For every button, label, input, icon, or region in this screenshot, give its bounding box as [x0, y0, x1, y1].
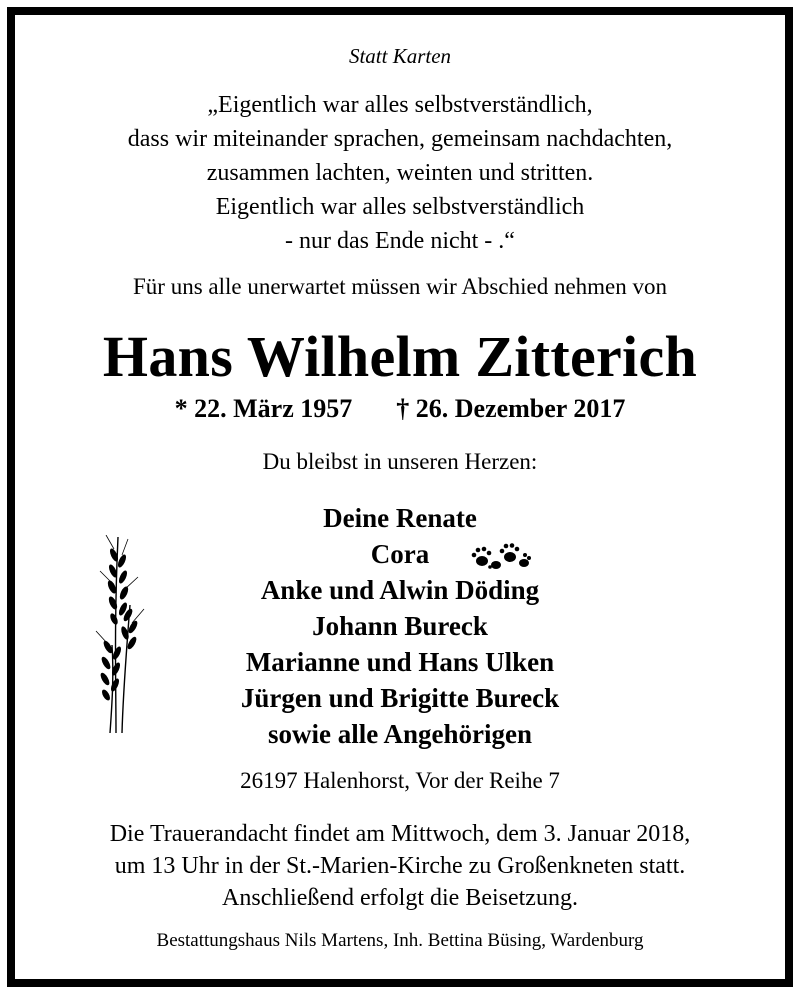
quote-line: - nur das Ende nicht - .“: [285, 228, 515, 254]
service-line: um 13 Uhr in der St.-Marien-Kirche zu Großenkneten statt.: [114, 853, 686, 879]
deceased-name: Hans Wilhelm Zitterich: [102, 324, 698, 389]
service-line: Anschließend erfolgt die Beisetzung.: [222, 885, 578, 911]
service-info: [0, 818, 800, 914]
death-date: † 26. Dezember 2017: [396, 394, 626, 423]
mourner: Marianne und Hans Ulken: [245, 647, 555, 677]
quote-line: dass wir miteinander sprachen, gemeinsam nachdachten,: [127, 126, 673, 152]
remembrance-text: Du bleibst in unseren Herzen:: [262, 449, 538, 474]
lead-text: Für uns alle unerwartet müssen wir Abschied nehmen von: [133, 274, 667, 299]
quote: [0, 88, 800, 258]
birth-date: * 22. März 1957: [174, 394, 353, 423]
wheat-icon: [92, 535, 148, 735]
mourner: Jürgen und Brigitte Bureck: [240, 683, 560, 713]
funeral-home: Bestattungshaus Nils Martens, Inh. Bettina Büsing, Wardenburg: [156, 930, 644, 951]
mourners-list: [200, 500, 600, 752]
mourner: Johann Bureck: [312, 611, 488, 641]
intro-text: Statt Karten: [348, 44, 452, 68]
mourner: Cora: [370, 539, 430, 569]
quote-line: zusammen lachten, weinten und stritten.: [206, 160, 594, 186]
paw-prints-icon: [470, 543, 532, 571]
life-dates: [0, 394, 800, 424]
address: 26197 Halenhorst, Vor der Reihe 7: [240, 768, 560, 793]
mourner: Anke und Alwin Döding: [260, 575, 540, 605]
service-line: Die Trauerandacht findet am Mittwoch, dem 3. Januar 2018,: [109, 821, 691, 847]
quote-line: Eigentlich war alles selbstverständlich: [215, 194, 585, 220]
mourner: Deine Renate: [323, 503, 477, 533]
quote-line: „Eigentlich war alles selbstverständlich,: [207, 92, 593, 118]
mourner: sowie alle Angehörigen: [268, 719, 532, 749]
